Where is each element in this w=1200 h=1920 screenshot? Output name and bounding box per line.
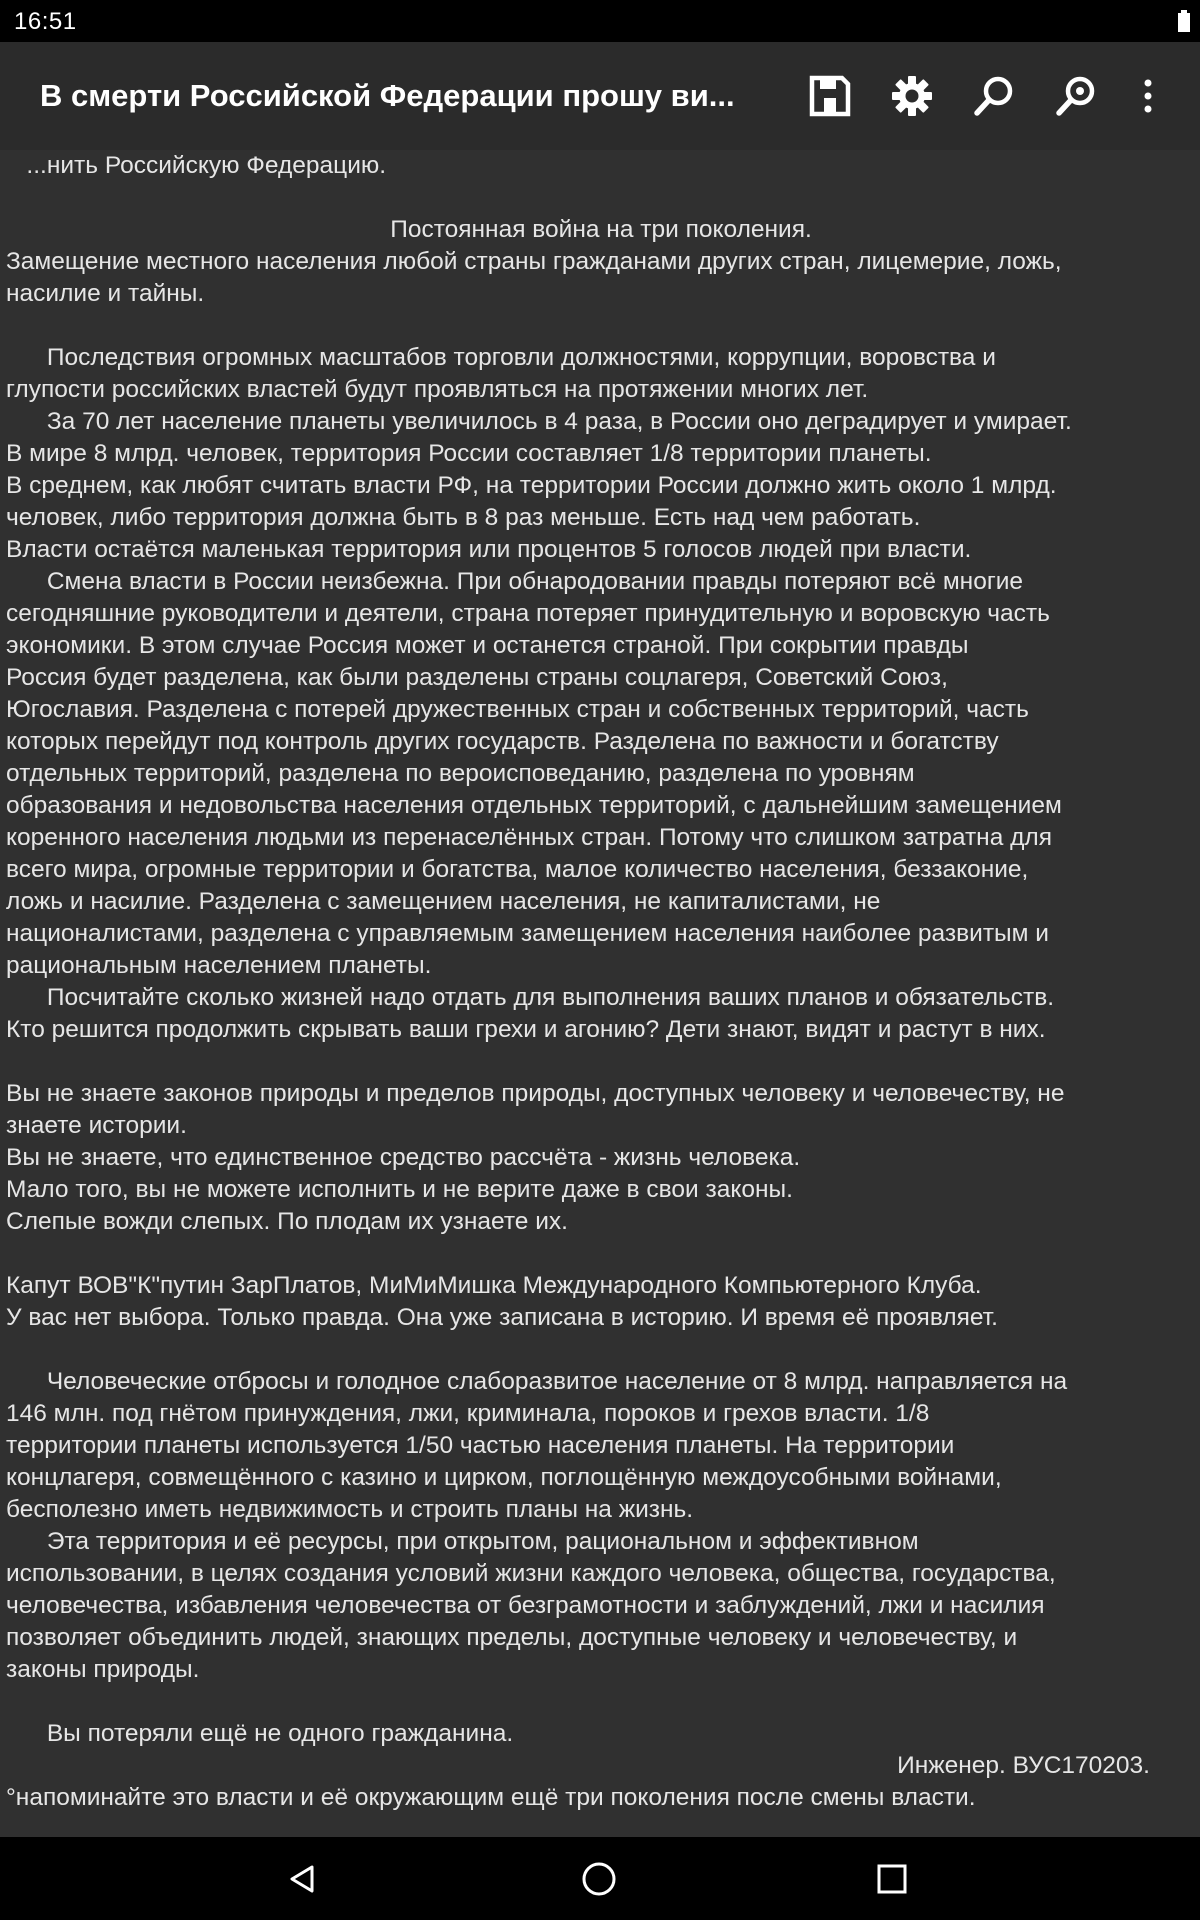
text-line: насилие и тайны.: [6, 280, 205, 307]
text-line: Посчитайте сколько жизней надо отдать для выполнения ваших планов и обязательств.: [6, 984, 1055, 1011]
text-line: бесполезно иметь недвижимость и строить планы на жизнь.: [6, 1496, 694, 1523]
more-vert-icon: [1142, 78, 1154, 114]
battery-icon: [1178, 10, 1190, 32]
document-title: В смерти Российской Федерации прошу ви...: [40, 78, 735, 113]
search-icon: [972, 74, 1016, 118]
text-line: Вы потеряли ещё не одного гражданина.: [6, 1720, 514, 1747]
text-line: За 70 лет население планеты увеличилось в 4 раза, в России оно деградирует и умирает.: [6, 408, 1072, 435]
text-line: концлагеря, совмещённого с казино и цирком, поглощённую междоусобными войнами,: [6, 1464, 1002, 1491]
home-button[interactable]: [569, 1851, 629, 1907]
text-line: сегодняшние руководители и деятели, страна потеряет принудительную и воровскую часть: [6, 600, 1050, 627]
text-line: [6, 1750, 1196, 1782]
text-line: ...нить Российскую Федерацию.: [6, 152, 387, 179]
text-line: ложь и насилие. Разделена с замещением населения, не капиталистами, не: [6, 888, 881, 915]
text-line: Мало того, вы не можете исполнить и не верите даже в свои законы.: [6, 1176, 793, 1203]
text-line: коренного населения людьми из перенаселённых стран. Потому что слишком затратна для: [6, 824, 1052, 851]
text-line: рациональным населением планеты.: [6, 952, 432, 979]
text-line: Последствия огромных масштабов торговли должностями, коррупции, воровства и: [6, 344, 996, 371]
signature: Инженер. ВУС170203.: [897, 1752, 1150, 1779]
navigation-bar: [0, 1837, 1200, 1920]
text-line: образования и недовольства населения отдельных территорий, с дальнейшим замещением: [6, 792, 1062, 819]
text-line: человек, либо территория должна быть в 8 раз меньше. Есть над чем работать.: [6, 504, 921, 531]
text-line: Россия будет разделена, как были разделены страны соцлагеря, Советский Союз,: [6, 664, 948, 691]
text-line: [6, 310, 1196, 342]
text-line: отдельных территорий, разделена по вероисповеданию, разделена по уровням: [6, 760, 915, 787]
text-line: территории планеты используется 1/50 частью населения планеты. На территории: [6, 1432, 955, 1459]
document-view[interactable]: [0, 150, 1200, 1837]
text-line: Власти остаётся маленькая территория или процентов 5 голосов людей при власти.: [6, 536, 972, 563]
text-line: [6, 182, 1196, 214]
text-line: Постоянная война на три поколения.: [390, 216, 812, 243]
text-line: Слепые вожди слепых. По плодам их узнаете их.: [6, 1208, 568, 1235]
save-button[interactable]: [800, 66, 860, 126]
text-line: [6, 1334, 1196, 1366]
overflow-menu-button[interactable]: [1118, 66, 1178, 126]
text-line: [6, 1238, 1196, 1270]
text-line: [6, 1686, 1196, 1718]
settings-gear-icon: [890, 74, 934, 118]
text-line: националистами, разделена с управляемым замещением населения наиболее развитым и: [6, 920, 1049, 947]
text-line: человечества, избавления человечества от безграмотности и заблуждений, лжи и насилия: [6, 1592, 1045, 1619]
text-line: Кто решится продолжить скрывать ваши грехи и агонию? Дети знают, видят и растут в них.: [6, 1016, 1046, 1043]
text-line: экономики. В этом случае Россия может и останется страной. При сокрытии правды: [6, 632, 969, 659]
status-bar: [0, 0, 1200, 42]
find-in-page-icon: [1054, 74, 1098, 118]
save-icon: [809, 75, 851, 117]
text-line: Вы не знаете законов природы и пределов природы, доступных человеку и человечеству, не: [6, 1080, 1065, 1107]
text-line: Смена власти в России неизбежна. При обнародовании правды потеряют всё многие: [6, 568, 1024, 595]
text-line: Югославия. Разделена с потерей дружественных стран и собственных территорий, часть: [6, 696, 1029, 723]
settings-button[interactable]: [882, 66, 942, 126]
text-line: Эта территория и её ресурсы, при открытом, рациональном и эффективном: [6, 1528, 919, 1555]
text-line: Человеческие отбросы и голодное слаборазвитое население от 8 млрд. направляется на: [6, 1368, 1068, 1395]
back-button[interactable]: [272, 1851, 332, 1907]
text-line: [6, 1046, 1196, 1078]
recents-button[interactable]: [862, 1851, 922, 1907]
status-time: 16:51: [14, 8, 77, 35]
find-in-page-button[interactable]: [1046, 66, 1106, 126]
text-line: законы природы.: [6, 1656, 200, 1683]
text-line: которых перейдут под контроль других государств. Разделена по важности и богатству: [6, 728, 999, 755]
text-line: °напоминайте это власти и её окружающим ещё три поколения после смены власти.: [6, 1784, 976, 1811]
text-line: использовании, в целях создания условий жизни каждого человека, общества, государства,: [6, 1560, 1056, 1587]
text-line: У вас нет выбора. Только правда. Она уже записана в историю. И время её проявляет.: [6, 1304, 998, 1331]
home-icon: [581, 1861, 617, 1897]
text-line: Замещение местного населения любой страны гражданами других стран, лицемерие, ложь,: [6, 248, 1062, 275]
document-text: [6, 150, 1196, 1814]
search-button[interactable]: [964, 66, 1024, 126]
recents-icon: [876, 1863, 908, 1895]
text-line: знаете истории.: [6, 1112, 187, 1139]
back-icon: [286, 1863, 318, 1895]
app-bar: [0, 42, 1200, 150]
text-line: 146 млн. под гнётом принуждения, лжи, криминала, пороков и грехов власти. 1/8: [6, 1400, 930, 1427]
text-line: В мире 8 млрд. человек, территория России составляет 1/8 территории планеты.: [6, 440, 932, 467]
text-line: В среднем, как любят считать власти РФ, на территории России должно жить около 1 млрд.: [6, 472, 1057, 499]
text-line: позволяет объединить людей, знающих пределы, доступные человеку и человечеству, и: [6, 1624, 1018, 1651]
text-line: глупости российских властей будут проявляться на протяжении многих лет.: [6, 376, 869, 403]
text-line: Вы не знаете, что единственное средство рассчёта - жизнь человека.: [6, 1144, 801, 1171]
text-line: Капут ВОВ"К"путин ЗарПлатов, МиМиМишка Международного Компьютерного Клуба.: [6, 1272, 982, 1299]
text-line: всего мира, огромные территории и богатства, малое количество населения, беззаконие,: [6, 856, 1029, 883]
